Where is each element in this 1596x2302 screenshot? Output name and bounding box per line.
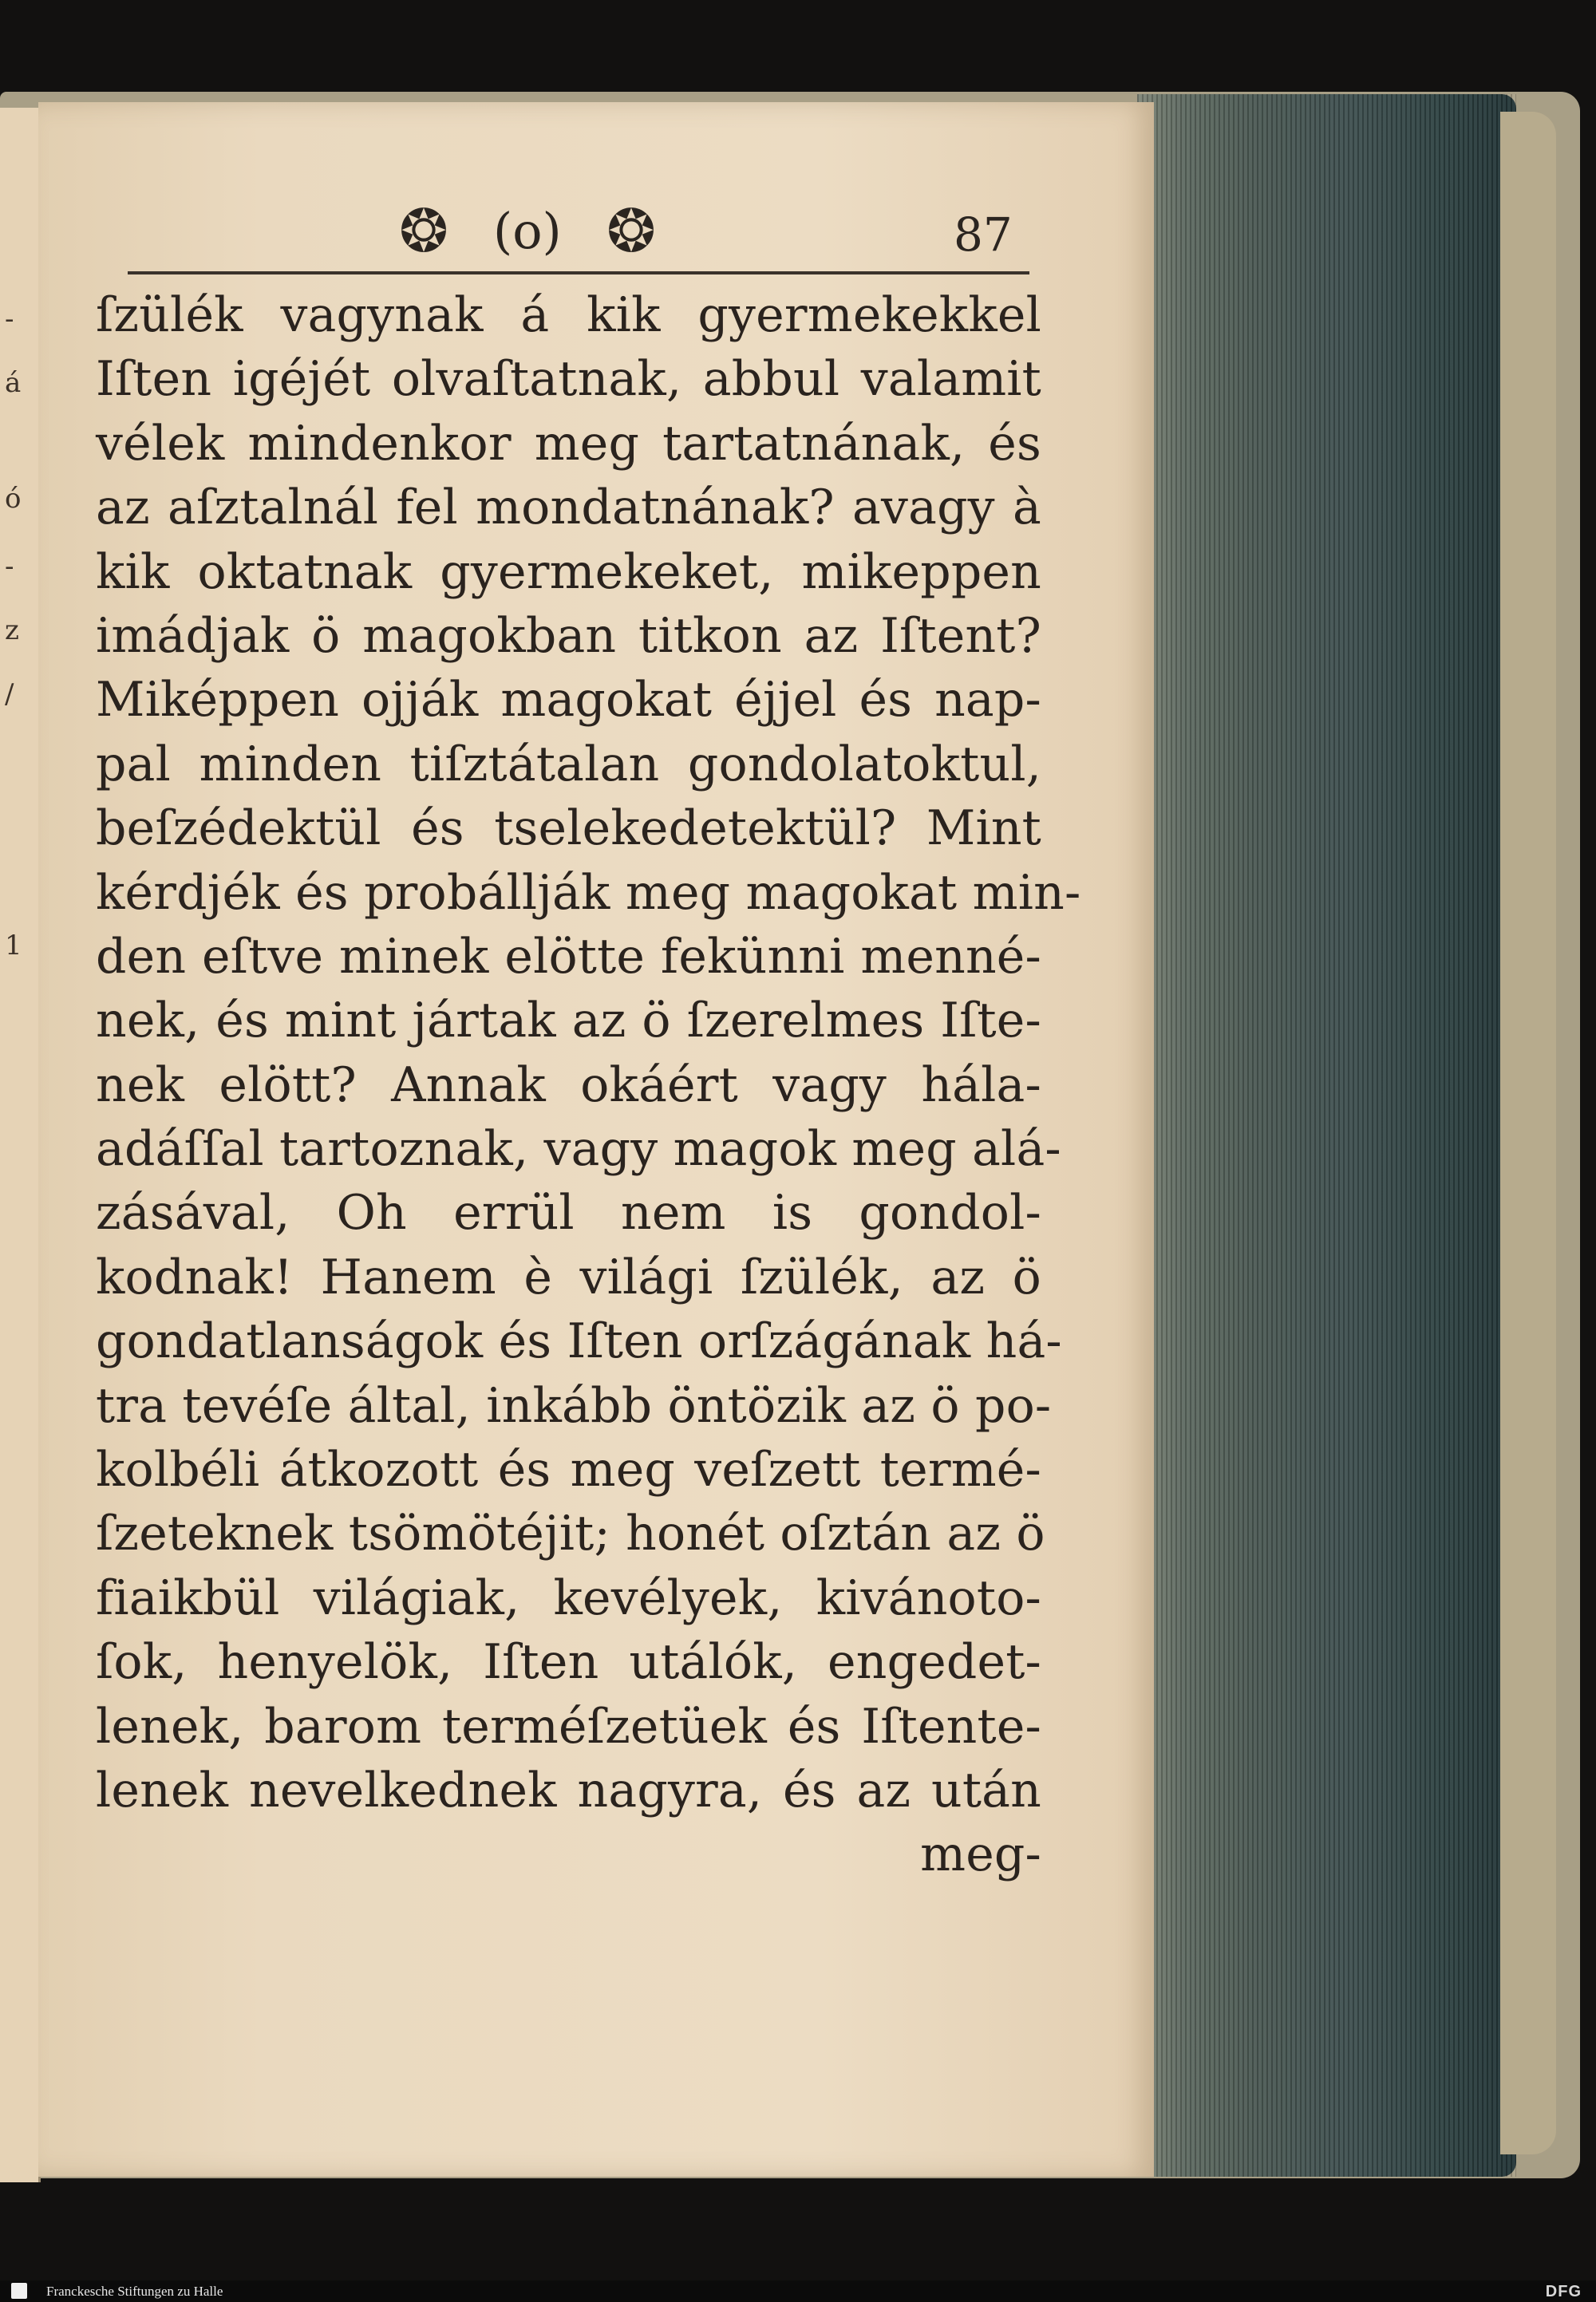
margin-char: -	[5, 303, 14, 335]
page-header	[0, 199, 1117, 271]
text-line: vélek mindenkor meg tartatnának, és	[96, 415, 1041, 472]
text-line: ſok, henyelök, Iſten utálók, engedet-	[96, 1634, 1041, 1691]
ornament-icon: ❂	[606, 197, 657, 266]
text-line: Miképpen ojják magokat éjjel és nap-	[96, 672, 1041, 729]
catchword: meg-	[920, 1826, 1041, 1883]
margin-char: 1	[5, 930, 22, 961]
text-line: Iſten igéjét olvaſtatnak, abbul valamit	[96, 351, 1041, 408]
text-line: lenek nevelkednek nagyra, és az után	[96, 1762, 1041, 1818]
text-line: gondatlanságok és Iſten orſzágának há-	[96, 1313, 1062, 1370]
footer-bar	[0, 2280, 1596, 2302]
body-text	[96, 283, 1081, 1887]
margin-char: /	[5, 678, 14, 710]
text-line: lenek, barom terméſzetüek és Iſtente-	[96, 1698, 1041, 1755]
text-line: ſzeteknek tsömötéjit; honét oſztán az ö	[96, 1506, 1045, 1562]
text-line: kik oktatnak gyermekeket, mikeppen	[96, 543, 1041, 600]
text-line: ſzülék vagynak á kik gyermekekkel	[96, 287, 1041, 343]
margin-char: -	[5, 551, 14, 582]
text-line: adáſſal tartoznak, vagy magok meg alá-	[96, 1121, 1061, 1178]
dfg-logo: DFG	[1545, 2283, 1582, 2300]
text-line: pal minden tiſztátalan gondolatoktul,	[96, 736, 1041, 792]
page-number: 87	[954, 207, 1013, 262]
text-line: tra tevéſe által, inkább öntözik az ö po-	[96, 1377, 1052, 1434]
text-line: imádjak ö magokban titkon az Iſtent?	[96, 607, 1041, 664]
book-fore-edge	[1137, 94, 1516, 2177]
left-page-sliver	[0, 108, 41, 2182]
text-line: den eſtve minek elötte fekünni menné-	[96, 928, 1041, 985]
text-line: beſzédektül és tselekedetektül? Mint	[96, 800, 1041, 857]
header-rule	[128, 271, 1029, 274]
text-line: zásával, Oh errül nem is gondol-	[96, 1185, 1041, 1242]
text-line: kodnak! Hanem è világi ſzülék, az ö	[96, 1249, 1041, 1305]
text-line: fiaikbül világiak, kevélyek, kivánoto-	[96, 1570, 1041, 1626]
text-line: kérdjék és probállják meg magokat min-	[96, 864, 1081, 921]
margin-char: ó	[5, 483, 22, 515]
institution-logo-icon	[11, 2283, 27, 2299]
ornament-icon: (o)	[493, 202, 562, 260]
text-line: az aſztalnál fel mondatnának? avagy à	[96, 480, 1041, 536]
margin-char: z	[5, 614, 19, 646]
text-line: nek, és mint jártak az ö ſzerelmes Iſte-	[96, 993, 1041, 1049]
margin-char: á	[5, 367, 22, 399]
ornament-icon: ❂	[399, 197, 449, 266]
text-line: kolbéli átkozott és meg veſzett termé-	[96, 1442, 1041, 1498]
text-line: nek elött? Annak okáért vagy hála-	[96, 1056, 1041, 1113]
cover-board-edge	[1500, 112, 1556, 2154]
footer-source: Franckesche Stiftungen zu Halle	[46, 2284, 223, 2299]
